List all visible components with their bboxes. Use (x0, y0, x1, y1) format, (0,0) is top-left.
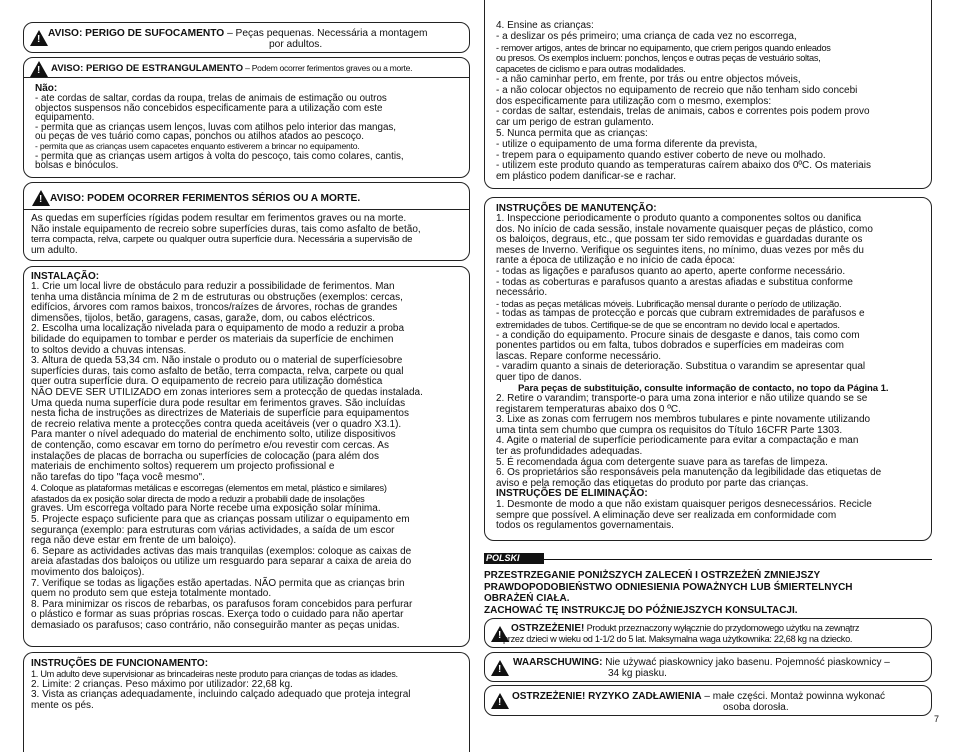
text-line: aviso e pela remoção das etiquetas do produto por parte das crianças. (496, 477, 809, 489)
page-number: 7 (934, 714, 940, 724)
text-line: 7. Verifique se todas as ligações estão apertadas. NÃO permita que as crianças brin (31, 577, 405, 589)
text-line: 5. É recomendada água com detergente suave para as tarefas de limpeza. (496, 456, 828, 468)
operating-list (31, 669, 411, 711)
text-line: - utilizem este produto quando as temperaturas caírem abaixo dos 0ºC. Os materiais (496, 160, 871, 172)
list-item: - permita que as crianças usem lenços, luvas com atilhos pelo interior das mangas, (35, 121, 397, 133)
text-line: graves. Um escorrega voltado para Norte recebe uma exposição solar mínima. (31, 503, 381, 515)
text-line: ter as profundidades adequadas. (496, 446, 643, 458)
text-line: um adulto. (31, 244, 78, 256)
text-line: 1. Crie um local livre de obstáculo para reduzir a possibilidade de ferimentos. Man (31, 281, 395, 292)
list-item: - permita que as crianças usem capacetes enquanto estiverem a brincar no equipamento. (35, 140, 360, 151)
text-line: 3. Altura de queda 53,34 cm. Não instale o produto ou o material de superfíciesobre (31, 355, 403, 367)
spare-parts-note: Para peças de substituição, consulte informação de contacto, no topo da Página 1. (518, 382, 889, 394)
warning-triangle-icon (30, 30, 48, 46)
text-line: 4. Coloque as plataformas metálicas e escorregas (elementos em metal, plástico e similares) (31, 483, 387, 494)
text-line: instalações de placas de borracha ou superfícies de colocação (para além dos (31, 450, 379, 462)
installation-box (23, 266, 470, 647)
text-line: 3. Vista as crianças adequadamente, incluindo calçado adequado que proteja integral (31, 689, 411, 701)
text-line: quer tipo de danos. (496, 371, 582, 383)
warning-triangle-icon (32, 190, 50, 206)
warning-text-2: osoba dorosła. (723, 702, 789, 713)
text-line: o plástico e formar as suas próprias roscas. Exerça todo o cuidado para não apertar (31, 609, 404, 621)
list-item: - permita que as crianças usem artigos à volta do pescoço, tais como colares, cantis, (35, 150, 404, 162)
text-line: de recreio relativa mente a protecções contra queda aceitáveis (ver o quadro X3.1). (31, 418, 402, 430)
maintenance-box (484, 197, 932, 541)
text-line: PRAWDOPODOBIEŃSTWO ODNIESIENIA POWAŻNYCH LUB ŚMIERTELNYCH (484, 581, 853, 593)
list-item: - ate cordas de saltar, cordas da roupa, trelas de animais de estimação ou outros (35, 93, 387, 104)
polski-warning-1 (484, 618, 932, 648)
text-line: 5. Nunca permita que as crianças: (496, 127, 648, 139)
text-line: quer outra superfície dura. O equipamento de recreio para utilização doméstica (31, 376, 383, 388)
text-line: 5. Projecte espaço suficiente para que as crianças possam utilizar o equipamento em (31, 514, 410, 526)
warning-strangulation-box (23, 57, 470, 178)
warning-title: WAARSCHUWING: (513, 657, 603, 668)
warning-injury-title: AVISO: PODEM OCORRER FERIMENTOS SÉRIOS OU A MORTE. (50, 193, 361, 204)
text-line: de contenção, como escavar em torno do perímetro e/ou revestir com cercas. As (31, 439, 389, 451)
warning-choking-title: AVISO: PERIGO DE SUFOCAMENTO (48, 28, 225, 39)
text-line: ZACHOWAĆ TĘ INSTRUKCJĘ DO PÓŹNIEJSZYCH KONSULTACJI. (484, 604, 798, 616)
text-line: 8. Para minimizar os riscos de rebarbas, os parafusos foram concebidos para perfurar (31, 598, 413, 610)
maintenance-title: INSTRUÇÕES DE MANUTENÇÃO: (496, 203, 657, 214)
warning-text: Nie używać piaskownicy jako basenu. Pojemność piaskownicy – (602, 657, 890, 668)
text-line: mente os pés. (31, 699, 94, 711)
operating-title: INSTRUÇÕES DE FUNCIONAMENTO: (31, 658, 209, 669)
polski-warning-3 (484, 685, 932, 716)
text-line: os baloiços, degraus, etc., que possam ter sido removidas e guardadas durante os (496, 234, 863, 246)
list-item: objectos suspensos não concebidos especificamente para a utilização com este (35, 102, 383, 114)
text-line: todos os regulamentos governamentais. (496, 520, 674, 532)
warning-choking-text-2: por adultos. (269, 39, 323, 50)
operating-continued-list (496, 21, 871, 183)
text-line: segurança (exemplo: para estruturas com várias actividades, a saída de um escor (31, 524, 395, 536)
text-line: As quedas em superfícies rígidas podem resultar em ferimentos graves ou na morte. (31, 213, 407, 224)
text-line: superfícies duras, tais como asfalto de betão, terra compacta, relva, carpete ou qual (31, 365, 404, 377)
text-line: registarem temperaturas abaixo dos 0 ºC. (496, 403, 681, 415)
list-item: bolsas e binóculos. (35, 160, 119, 172)
warning-text-2: 34 kg piasku. (608, 668, 667, 679)
text-line: sempre que possível. A eliminação deve ser realizada em conformidade com (496, 509, 837, 521)
list-item: ou peças de ves tuário como capas, ponchos ou atilhos atados ao pescoço. (35, 131, 364, 143)
text-line: em plástico podem danificar-se e rachar. (496, 171, 677, 183)
text-line: - cordas de saltar, estendais, trelas de animais, cabos e correntes pois podem provo (496, 106, 870, 118)
text-line: uma tinta sem chumbo que cumpra os requisitos do Título 16CFR Parte 1303. (496, 424, 843, 436)
warning-triangle-icon (30, 61, 48, 77)
warning-title: OSTRZEŻENIE! (511, 623, 585, 634)
warning-triangle-icon (491, 693, 509, 709)
warning-injury-body (31, 214, 421, 256)
installation-list (31, 282, 423, 632)
warning-text: – małe części. Montaż powinna wykonać (701, 691, 886, 702)
warning-injury-box (23, 182, 470, 261)
list-item: equipamento. (35, 112, 95, 124)
warning-choking-text: – Peças pequenas. Necessária a montagem (224, 28, 428, 39)
warning-title: OSTRZEŻENIE! RYZYKO ZADŁAWIENIA (512, 691, 702, 702)
text-line: materiais de enchimento soltos) requerem um projecto profissional e (31, 461, 335, 473)
text-line: - a não colocar objectos no equipamento de recreio que não tenham sido concebi (496, 84, 858, 96)
text-line: 2. Retire o varandim; transporte-o para uma zona interior e não utilize quando se se (496, 393, 868, 405)
text-line: 6. Os proprietários são responsáveis pela manutenção da legibilidade das etiquetas de (496, 467, 882, 479)
divider (24, 209, 469, 210)
warning-text-2: przez dzieci w wieku od 1-1/2 do 5 lat. Maksymalna waga użytkownika: 22,68 kg na dziecko. (503, 634, 853, 644)
text-line: Uma queda numa superfície dura pode resultar em ferimentos graves. São incluídas (31, 397, 406, 409)
text-line: OBRAŻEŃ CIAŁA. (484, 593, 570, 605)
text-line: - trepem para o equipamento quando estiver coberto de neve ou molhado. (496, 149, 826, 161)
text-line: terra compacta, relva, carpete ou qualquer outra superfície dura. Necessária a supervisão de (31, 234, 413, 245)
text-line: necessário. (496, 287, 548, 299)
warning-text: Produkt przeznaczony wyłącznie do przydomowego użytku na zewnątrz (584, 623, 860, 633)
text-line: dos. No início de cada sessão, instale novamente quaisquer peças de plástico, como (496, 223, 873, 235)
text-line: lascas. Repare conforme necessário. (496, 350, 662, 362)
text-line: - a deslizar os pés primeiro; uma criança de cada vez no escorrega, (496, 30, 797, 42)
text-line: não tarefas do tipo "faça você mesmo". (31, 471, 205, 483)
text-line: edifícios, árvores com ramos baixos, troncos/raízes de árvores, rochas de grandes (31, 302, 398, 314)
text-line: 3. Lixe as zonas com ferrugem nos membros tubulares e pinte novamente utilizando (496, 414, 871, 426)
text-line: meses de Inverno. Verifique os seguintes itens, no mínimo, duas vezes por mês du (496, 244, 864, 256)
text-line: afastados da ex posição solar directa de modo a reduzir a probabili dade de insolações (31, 493, 365, 504)
installation-title: INSTALAÇÃO: (31, 271, 100, 282)
polski-warning-2 (484, 652, 932, 682)
text-line: ou presos. Os exemplos incluem: ponchos, lenços e outras peças de vestuário soltas, (496, 53, 821, 64)
text-line: PRZESTRZEGANIE PONIŻSZYCH ZALECEŃ I OSTRZEŻEŃ ZMNIEJSZY (484, 570, 821, 581)
text-line: dimensões, tijolos, betão, garagens, casas, garaže, dom, ou cabos eléctricos. (31, 312, 376, 324)
text-line: ponentes partidos ou em falta, tubos dobrados e superfícies em madeiras com (496, 340, 844, 352)
operating-continued-box (484, 0, 932, 189)
text-line: - a não caminhar perto, em frente, por trás ou entre objectos móveis, (496, 73, 801, 85)
text-line: - a condição do equipamento. Procure sinais de desgaste e danos, tais como com (496, 329, 860, 341)
text-line: 6. Separe as actividades activas das mais tranquilas (exemplos: coloque as caixas de (31, 545, 412, 557)
warning-strangulation-title: AVISO: PERIGO DE ESTRANGULAMENTO (51, 63, 244, 74)
divider (24, 77, 469, 78)
text-line: Para manter o nível adequado do material de enchimento solto, utilize dispositivos (31, 429, 396, 441)
text-line: 4. Agite o material de superfície periodicamente para evitar a compactação e man (496, 435, 859, 447)
text-line: demasiado os parafusos; caso contrário, não conseguirão manter as peças unidas. (31, 620, 400, 631)
text-line: dos especificamente para utilização com o mesmo, exemplos: (496, 95, 772, 107)
text-line: - todas as peças metálicas móveis. Lubrificação mensal durante o período de utilização. (496, 298, 842, 309)
text-line: capacetes de ciclismo e para outras modalidades. (496, 64, 686, 75)
text-line: - varadim quanto a sinais de deterioração. Substitua o varandim se apresentar qual (496, 361, 866, 373)
text-line: 2. Escolha uma localização nivelada para o equipamento de modo a reduzir a proba (31, 323, 405, 335)
divider (542, 559, 932, 560)
text-line: 1. Desmonte de modo a que não existam quaisquer perigos desnecessários. Recicle (496, 499, 872, 511)
text-line: to soltos devido a chuvas intensas. (31, 344, 187, 356)
text-line: - utilize o equipamento de uma forma diferente da prevista, (496, 138, 758, 150)
text-line: Não instale equipamento de recreio sobre superfícies duras, tais como asfalto de betão, (31, 223, 421, 235)
text-line: NÃO DEVE SER UTILIZADO em zonas interiores sem a protecção de quedas instalada. (31, 386, 423, 398)
warning-strangulation-text: – Podem ocorrer ferimentos graves ou a morte. (243, 63, 413, 73)
text-line: extremidades de tubos. Certifique-se de que se encontram no devido local e apertados. (496, 319, 840, 330)
nao-label: Não: (35, 83, 58, 94)
operating-box (23, 652, 470, 752)
text-line: nesta ficha de instruções as directrizes de Materiais de superfície para equipamentos (31, 408, 409, 420)
text-line: - todas as ligações e parafusos quanto ao aperto, aperte conforme necessário. (496, 265, 846, 277)
text-line: movimento dos baloiços). (31, 567, 145, 579)
text-line: - remover artigos, antes de brincar no equipamento, que criem perigos quando enleados (496, 42, 831, 53)
strangulation-list (35, 94, 404, 171)
text-line: car um perigo de estran gulamento. (496, 117, 654, 129)
text-line: 2. Limite: 2 crianças. Peso máximo por utilizador: 22,68 kg. (31, 678, 293, 690)
text-line: areia afastadas dos baloiços ou utilize um resguardo para separar a caixa de areia do (31, 556, 412, 568)
text-line: - todas as tampas de protecção e porcas que cubram extremidades de parafusos e (496, 308, 865, 320)
text-line: 1. Inspeccione periodicamente o produto quanto a componentes soltos ou danifica (496, 213, 862, 224)
text-line: quem no produto sem que esteja totalmente montado. (31, 588, 272, 600)
text-line: tenha uma distância mínima de 2 m de estruturas ou obstruções (exemplos: cercas, (31, 291, 403, 303)
disposal-title: INSTRUÇÕES DE ELIMINAÇÃO: (496, 488, 648, 500)
warning-triangle-icon (491, 660, 509, 676)
maintenance-list (496, 214, 888, 532)
warning-choking-box (23, 22, 470, 53)
polski-heading (484, 570, 853, 616)
text-line: bilidade do equipamen to tombar e perder os materiais da superfície de enchimen (31, 333, 394, 345)
text-line: 4. Ensine as crianças: (496, 20, 594, 31)
language-tag: POLSKI (484, 553, 544, 564)
text-line: 1. Um adulto deve supervisionar as brincadeiras neste produto para crianças de todas as idades. (31, 669, 398, 679)
text-line: rante a época de utilização e no início de cada época: (496, 255, 736, 267)
text-line: rega não deve estar em frente de um baloiço). (31, 535, 237, 547)
text-line: - todas as coberturas e parafusos quanto a arestas afiadas e substitua conforme (496, 276, 853, 288)
